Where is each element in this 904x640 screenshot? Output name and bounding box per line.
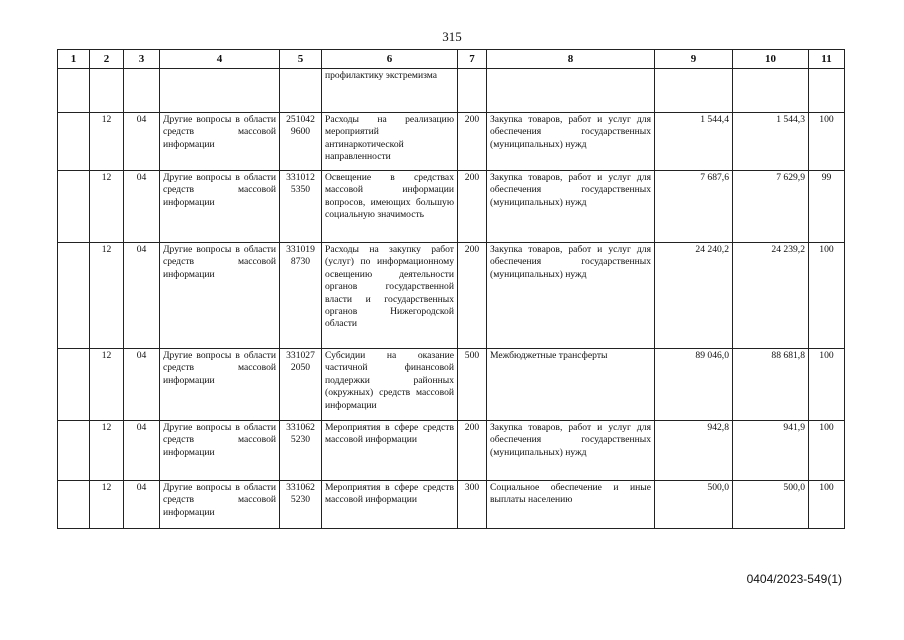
table-row (58, 481, 845, 529)
header-col-2: 2 (90, 50, 124, 69)
cell-section: 12 (90, 171, 124, 243)
cell-target-code (280, 349, 322, 421)
cell-expense-type-name: Закупка товаров, работ и услуг для обеспечения государственных (муниципальных) нужд (487, 421, 655, 481)
cell-expense-type-code: 200 (458, 171, 487, 243)
target-code-part1: 331019 (286, 244, 315, 255)
cell-target-code (280, 481, 322, 529)
header-col-1: 1 (58, 50, 90, 69)
cell-subsection: 04 (124, 243, 160, 349)
target-code-part1: 331062 (286, 422, 315, 433)
continuation-text: профилактику экстремизма (322, 69, 458, 113)
target-code-part2: 5230 (290, 494, 311, 506)
header-col-9: 9 (655, 50, 733, 69)
header-col-10: 10 (733, 50, 809, 69)
table-row (58, 243, 845, 349)
cell-planned: 89 046,0 (655, 349, 733, 421)
cell-expense-type-code: 300 (458, 481, 487, 529)
table-row (58, 171, 845, 243)
cell-section: 12 (90, 421, 124, 481)
cell-target-code (280, 113, 322, 171)
cell-expense-name: Мероприятия в сфере средств массовой информации (322, 421, 458, 481)
cell-col1 (58, 113, 90, 171)
header-col-7: 7 (458, 50, 487, 69)
cell-subsection: 04 (124, 481, 160, 529)
target-code-part1: 331027 (286, 350, 315, 361)
cell-actual: 1 544,3 (733, 113, 809, 171)
budget-table (57, 49, 845, 529)
cell-target-code (280, 171, 322, 243)
cell-expense-type-name: Социальное обеспечение и иные выплаты населению (487, 481, 655, 529)
cell-section-name: Другие вопросы в области средств массовой информации (160, 421, 280, 481)
cell-expense-type-name: Закупка товаров, работ и услуг для обеспечения государственных (муниципальных) нужд (487, 113, 655, 171)
cell-section-name: Другие вопросы в области средств массовой информации (160, 113, 280, 171)
cell-planned: 1 544,4 (655, 113, 733, 171)
cell-col1 (58, 481, 90, 529)
header-col-6: 6 (322, 50, 458, 69)
cell-expense-type-code: 200 (458, 421, 487, 481)
cell-section: 12 (90, 481, 124, 529)
cell-expense-name: Освещение в средствах массовой информации вопросов, имеющих большую социальную значимость (322, 171, 458, 243)
document-code: 0404/2023-549(1) (746, 572, 842, 586)
cell-planned: 7 687,6 (655, 171, 733, 243)
cell-section: 12 (90, 243, 124, 349)
target-code-part2: 9600 (290, 126, 311, 138)
table-row (58, 421, 845, 481)
header-col-8: 8 (487, 50, 655, 69)
cell-section-name: Другие вопросы в области средств массовой информации (160, 349, 280, 421)
cell-subsection: 04 (124, 113, 160, 171)
target-code-part2: 8730 (290, 256, 311, 268)
cell-percent: 100 (809, 113, 845, 171)
cell-section-name: Другие вопросы в области средств массовой информации (160, 481, 280, 529)
cell-col1 (58, 421, 90, 481)
cell-subsection: 04 (124, 349, 160, 421)
cell-col1 (58, 349, 90, 421)
page-number: 315 (442, 29, 462, 44)
cell-percent: 100 (809, 349, 845, 421)
cell-percent: 100 (809, 421, 845, 481)
cell-actual: 88 681,8 (733, 349, 809, 421)
header-row (58, 50, 845, 69)
cell-expense-type-code: 500 (458, 349, 487, 421)
cell-subsection: 04 (124, 171, 160, 243)
cell-actual: 941,9 (733, 421, 809, 481)
cell-section-name: Другие вопросы в области средств массовой информации (160, 171, 280, 243)
cell-percent: 100 (809, 243, 845, 349)
header-col-4: 4 (160, 50, 280, 69)
cell-actual: 24 239,2 (733, 243, 809, 349)
cell-expense-type-name: Закупка товаров, работ и услуг для обеспечения государственных (муниципальных) нужд (487, 243, 655, 349)
table-row (58, 349, 845, 421)
header-col-3: 3 (124, 50, 160, 69)
cell-section: 12 (90, 349, 124, 421)
cell-section: 12 (90, 113, 124, 171)
cell-target-code (280, 243, 322, 349)
target-code-part2: 5350 (290, 184, 311, 196)
cell-target-code (280, 421, 322, 481)
cell-expense-type-code: 200 (458, 243, 487, 349)
cell-expense-type-code: 200 (458, 113, 487, 171)
table-row (58, 113, 845, 171)
continuation-row (58, 69, 845, 113)
cell-section-name: Другие вопросы в области средств массовой информации (160, 243, 280, 349)
cell-expense-type-name: Закупка товаров, работ и услуг для обеспечения государственных (муниципальных) нужд (487, 171, 655, 243)
cell-expense-name: Субсидии на оказание частичной финансовой поддержки районных (окружных) средств массовой информации (322, 349, 458, 421)
cell-planned: 942,8 (655, 421, 733, 481)
cell-actual: 7 629,9 (733, 171, 809, 243)
target-code-part1: 331012 (286, 172, 315, 183)
target-code-part2: 5230 (290, 434, 311, 446)
cell-planned: 24 240,2 (655, 243, 733, 349)
cell-expense-name: Расходы на реализацию мероприятий антинаркотической направленности (322, 113, 458, 171)
cell-expense-name: Расходы на закупку работ (услуг) по информационному освещению деятельности органов государственной власти и государственных органов Нижегородской области (322, 243, 458, 349)
target-code-part1: 331062 (286, 482, 315, 493)
cell-percent: 99 (809, 171, 845, 243)
cell-expense-type-name: Межбюджетные трансферты (487, 349, 655, 421)
cell-actual: 500,0 (733, 481, 809, 529)
cell-percent: 100 (809, 481, 845, 529)
header-col-5: 5 (280, 50, 322, 69)
header-col-11: 11 (809, 50, 845, 69)
cell-col1 (58, 243, 90, 349)
cell-col1 (58, 171, 90, 243)
cell-subsection: 04 (124, 421, 160, 481)
cell-planned: 500,0 (655, 481, 733, 529)
target-code-part1: 251042 (286, 114, 315, 125)
cell-expense-name: Мероприятия в сфере средств массовой информации (322, 481, 458, 529)
target-code-part2: 2050 (290, 362, 311, 374)
